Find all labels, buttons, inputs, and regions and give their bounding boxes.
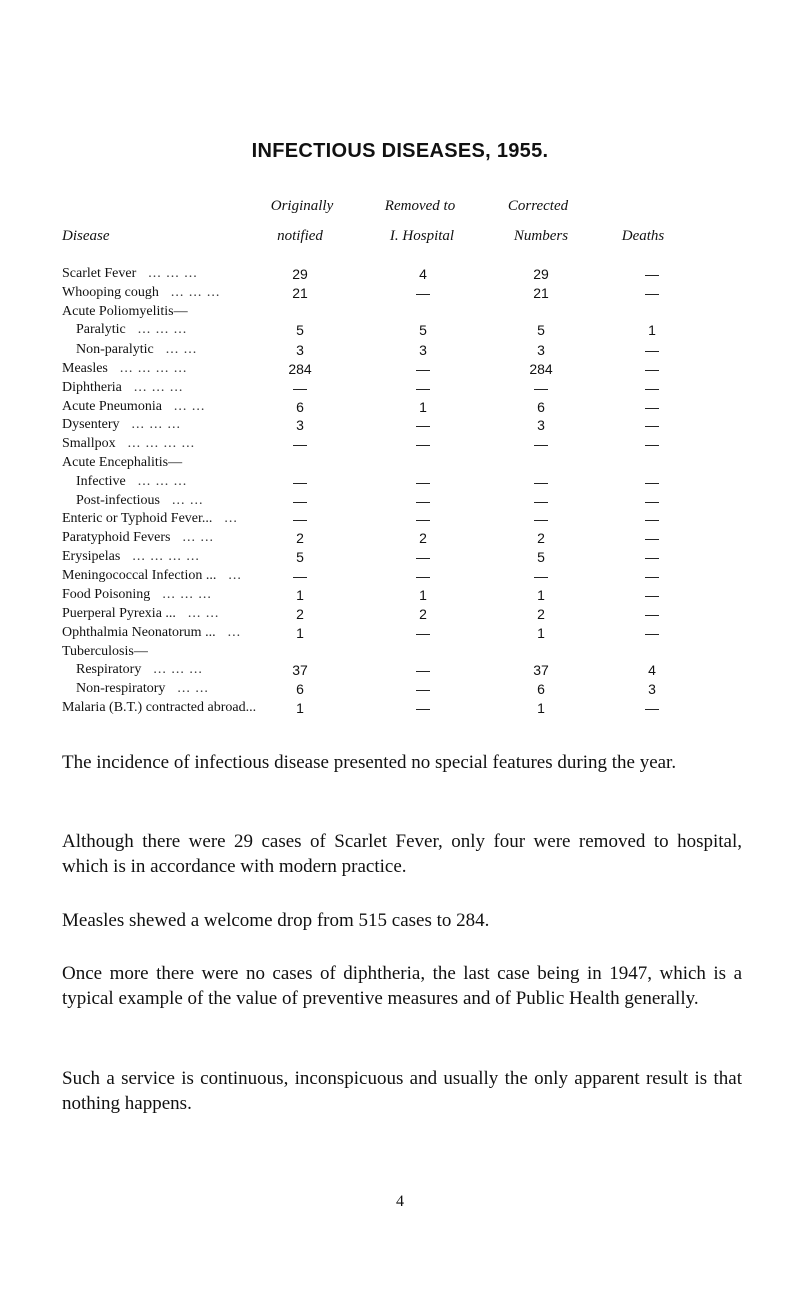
dot-leader: ... ... ... ... bbox=[127, 436, 196, 451]
disease-label: Acute Pneumonia bbox=[62, 399, 162, 414]
cell-notified: 1 bbox=[296, 587, 304, 603]
disease-label: Paratyphoid Fevers bbox=[62, 530, 171, 545]
disease-name bbox=[62, 416, 322, 434]
cell-corrected: 2 bbox=[537, 530, 545, 546]
page-number: 4 bbox=[396, 1193, 404, 1210]
cell-notified: — bbox=[293, 474, 307, 490]
table-row bbox=[0, 510, 800, 528]
disease-name bbox=[62, 510, 322, 528]
table-row bbox=[0, 643, 800, 661]
cell-corrected: — bbox=[534, 474, 548, 490]
disease-name bbox=[62, 379, 322, 397]
disease-label: Food Poisoning bbox=[62, 587, 151, 602]
paragraph-3: Measles shewed a welcome drop from 515 cases to 284. bbox=[62, 910, 490, 931]
disease-name bbox=[62, 643, 322, 661]
cell-notified: — bbox=[293, 568, 307, 584]
table-row bbox=[0, 284, 800, 302]
cell-corrected: — bbox=[534, 568, 548, 584]
dot-leader: ... bbox=[228, 568, 242, 583]
dot-leader: ... ... bbox=[187, 606, 220, 621]
cell-deaths: — bbox=[645, 587, 659, 603]
disease-name bbox=[62, 624, 322, 642]
cell-notified: — bbox=[293, 436, 307, 452]
disease-label: Erysipelas bbox=[62, 549, 121, 564]
cell-removed: 2 bbox=[419, 530, 427, 546]
paragraph-4: Once more there were no cases of diphtheria, the last case being in 1947, which is a typical example of the value of preventive measures and of Public Health generally. bbox=[62, 963, 742, 1009]
table-row bbox=[0, 360, 800, 378]
disease-label: Post-infectious bbox=[76, 493, 160, 508]
dot-leader: ... ... ... ... bbox=[132, 549, 200, 564]
disease-name bbox=[62, 548, 322, 566]
disease-label: Enteric or Typhoid Fever... bbox=[62, 511, 213, 526]
disease-label: Acute Poliomyelitis— bbox=[62, 304, 188, 319]
cell-removed: — bbox=[416, 436, 430, 452]
cell-deaths: — bbox=[645, 568, 659, 584]
dot-leader: ... ... bbox=[172, 493, 204, 508]
header-corrected: Corrected bbox=[507, 198, 569, 214]
cell-deaths: — bbox=[645, 436, 659, 452]
cell-notified: 1 bbox=[296, 700, 304, 716]
cell-corrected: — bbox=[534, 380, 548, 396]
table-row bbox=[0, 492, 800, 510]
cell-corrected: 6 bbox=[537, 681, 545, 697]
disease-label: Diphtheria bbox=[62, 380, 122, 395]
disease-label: Acute Encephalitis— bbox=[62, 455, 183, 470]
cell-deaths: — bbox=[645, 399, 659, 415]
disease-label: Ophthalmia Neonatorum ... bbox=[62, 625, 216, 640]
cell-corrected: 2 bbox=[537, 606, 545, 622]
cell-notified: 5 bbox=[296, 549, 304, 565]
disease-name bbox=[62, 567, 322, 585]
cell-notified: 2 bbox=[296, 606, 304, 622]
cell-corrected: 37 bbox=[533, 662, 549, 678]
disease-name bbox=[76, 492, 322, 510]
header-deaths: Deaths bbox=[621, 228, 665, 244]
disease-label: Non-respiratory bbox=[76, 681, 166, 696]
table-row bbox=[0, 680, 800, 698]
cell-corrected: 5 bbox=[537, 549, 545, 565]
dot-leader: ... ... ... ... bbox=[119, 361, 188, 376]
table-row bbox=[0, 699, 800, 717]
table-row bbox=[0, 567, 800, 585]
cell-notified: 284 bbox=[288, 361, 312, 377]
disease-name bbox=[62, 586, 322, 604]
cell-removed: 3 bbox=[419, 342, 427, 358]
disease-name bbox=[76, 321, 322, 339]
disease-name bbox=[76, 341, 322, 359]
disease-label: Scarlet Fever bbox=[62, 266, 137, 281]
disease-label: Measles bbox=[62, 361, 108, 376]
cell-deaths: — bbox=[645, 606, 659, 622]
table-row bbox=[0, 605, 800, 623]
disease-label: Infective bbox=[76, 474, 126, 489]
cell-removed: — bbox=[416, 662, 430, 678]
dot-leader: ... ... ... bbox=[137, 474, 188, 489]
cell-corrected: 1 bbox=[537, 587, 545, 603]
cell-corrected: 29 bbox=[533, 266, 549, 282]
table-row bbox=[0, 416, 800, 434]
cell-deaths: — bbox=[645, 474, 659, 490]
disease-name bbox=[62, 699, 322, 717]
cell-deaths: 1 bbox=[648, 322, 656, 338]
dot-leader: ... ... ... bbox=[148, 266, 198, 281]
cell-notified: 37 bbox=[292, 662, 308, 678]
cell-deaths: — bbox=[645, 625, 659, 641]
table-row bbox=[0, 303, 800, 321]
table-row bbox=[0, 341, 800, 359]
cell-removed: 4 bbox=[419, 266, 427, 282]
table-row bbox=[0, 661, 800, 679]
header-numbers: Numbers bbox=[513, 228, 569, 244]
disease-label: Meningococcal Infection ... bbox=[62, 568, 217, 583]
disease-name bbox=[62, 529, 322, 547]
dot-leader: ... ... bbox=[182, 530, 214, 545]
cell-notified: 21 bbox=[292, 285, 308, 301]
header-hospital: I. Hospital bbox=[389, 228, 455, 244]
table-row bbox=[0, 548, 800, 566]
disease-name bbox=[76, 661, 322, 679]
cell-removed: — bbox=[416, 285, 430, 301]
disease-name bbox=[76, 680, 322, 698]
cell-removed: — bbox=[416, 549, 430, 565]
disease-label: Paralytic bbox=[76, 322, 126, 337]
cell-notified: 6 bbox=[296, 681, 304, 697]
dot-leader: ... ... ... bbox=[162, 587, 212, 602]
table-row bbox=[0, 529, 800, 547]
cell-removed: 1 bbox=[419, 399, 427, 415]
cell-removed: — bbox=[416, 474, 430, 490]
header-notified: notified bbox=[277, 228, 323, 244]
cell-notified: — bbox=[293, 493, 307, 509]
cell-deaths: 3 bbox=[648, 681, 656, 697]
cell-deaths: — bbox=[645, 285, 659, 301]
disease-label: Puerperal Pyrexia ... bbox=[62, 606, 176, 621]
disease-name bbox=[62, 360, 322, 378]
disease-label: Non-paralytic bbox=[76, 342, 154, 357]
disease-name bbox=[62, 454, 322, 472]
cell-corrected: 1 bbox=[537, 625, 545, 641]
cell-deaths: — bbox=[645, 511, 659, 527]
disease-name bbox=[62, 398, 322, 416]
cell-deaths: — bbox=[645, 417, 659, 433]
disease-name bbox=[62, 435, 322, 453]
cell-notified: 1 bbox=[296, 625, 304, 641]
cell-removed: — bbox=[416, 361, 430, 377]
cell-removed: — bbox=[416, 493, 430, 509]
disease-label: Respiratory bbox=[76, 662, 142, 677]
cell-deaths: — bbox=[645, 493, 659, 509]
cell-corrected: 284 bbox=[529, 361, 553, 377]
disease-label: Dysentery bbox=[62, 417, 120, 432]
cell-deaths: 4 bbox=[648, 662, 656, 678]
table-row bbox=[0, 586, 800, 604]
cell-deaths: — bbox=[645, 700, 659, 716]
disease-label: Smallpox bbox=[62, 436, 116, 451]
cell-removed: — bbox=[416, 417, 430, 433]
cell-notified: 6 bbox=[296, 399, 304, 415]
disease-label: Tuberculosis— bbox=[62, 644, 148, 659]
page-title: INFECTIOUS DISEASES, 1955. bbox=[251, 140, 549, 162]
cell-removed: 1 bbox=[419, 587, 427, 603]
cell-notified: 3 bbox=[296, 417, 304, 433]
cell-removed: — bbox=[416, 511, 430, 527]
dot-leader: ... ... ... bbox=[137, 322, 188, 337]
table-row bbox=[0, 624, 800, 642]
cell-corrected: — bbox=[534, 436, 548, 452]
disease-name bbox=[76, 473, 322, 491]
disease-name bbox=[62, 284, 322, 302]
disease-name bbox=[62, 605, 322, 623]
disease-label: Malaria (B.T.) contracted abroad... bbox=[62, 700, 257, 715]
dot-leader: ... bbox=[224, 511, 238, 526]
table-row bbox=[0, 379, 800, 397]
table-row bbox=[0, 398, 800, 416]
disease-name bbox=[62, 265, 322, 283]
cell-corrected: 3 bbox=[537, 417, 545, 433]
cell-notified: 3 bbox=[296, 342, 304, 358]
cell-removed: 5 bbox=[419, 322, 427, 338]
cell-corrected: 3 bbox=[537, 342, 545, 358]
dot-leader: ... bbox=[227, 625, 242, 640]
disease-name bbox=[62, 303, 322, 321]
paragraph-2: Although there were 29 cases of Scarlet Fever, only four were removed to hospital, which is in accordance with modern practice. bbox=[62, 831, 742, 877]
dot-leader: ... ... ... bbox=[170, 285, 221, 300]
cell-corrected: — bbox=[534, 493, 548, 509]
header-originally: Originally bbox=[270, 198, 334, 214]
dot-leader: ... ... bbox=[173, 399, 206, 414]
cell-notified: — bbox=[293, 380, 307, 396]
cell-notified: 29 bbox=[292, 266, 308, 282]
header-removed-to: Removed to bbox=[384, 198, 456, 214]
paragraph-5: Such a service is continuous, inconspicuous and usually the only apparent result is that nothing happens. bbox=[62, 1068, 742, 1114]
cell-deaths: — bbox=[645, 361, 659, 377]
cell-removed: — bbox=[416, 380, 430, 396]
cell-notified: 5 bbox=[296, 322, 304, 338]
table-row bbox=[0, 435, 800, 453]
disease-label: Whooping cough bbox=[62, 285, 159, 300]
dot-leader: ... ... ... bbox=[133, 380, 184, 395]
header-disease: Disease bbox=[62, 228, 110, 244]
table-row bbox=[0, 265, 800, 283]
dot-leader: ... ... ... bbox=[153, 662, 203, 677]
table-row bbox=[0, 321, 800, 339]
cell-deaths: — bbox=[645, 530, 659, 546]
table-row bbox=[0, 473, 800, 491]
cell-removed: 2 bbox=[419, 606, 427, 622]
paragraph-1: The incidence of infectious disease presented no special features during the year. bbox=[62, 752, 677, 773]
dot-leader: ... ... ... bbox=[131, 417, 182, 432]
cell-deaths: — bbox=[645, 342, 659, 358]
cell-corrected: — bbox=[534, 511, 548, 527]
cell-notified: — bbox=[293, 511, 307, 527]
cell-deaths: — bbox=[645, 266, 659, 282]
table-row bbox=[0, 454, 800, 472]
dot-leader: ... ... bbox=[165, 342, 198, 357]
dot-leader: ... ... bbox=[177, 681, 209, 696]
cell-removed: — bbox=[416, 568, 430, 584]
cell-notified: 2 bbox=[296, 530, 304, 546]
cell-corrected: 21 bbox=[533, 285, 549, 301]
cell-removed: — bbox=[416, 625, 430, 641]
cell-corrected: 6 bbox=[537, 399, 545, 415]
cell-removed: — bbox=[416, 700, 430, 716]
cell-deaths: — bbox=[645, 380, 659, 396]
cell-corrected: 5 bbox=[537, 322, 545, 338]
cell-corrected: 1 bbox=[537, 700, 545, 716]
cell-deaths: — bbox=[645, 549, 659, 565]
cell-removed: — bbox=[416, 681, 430, 697]
